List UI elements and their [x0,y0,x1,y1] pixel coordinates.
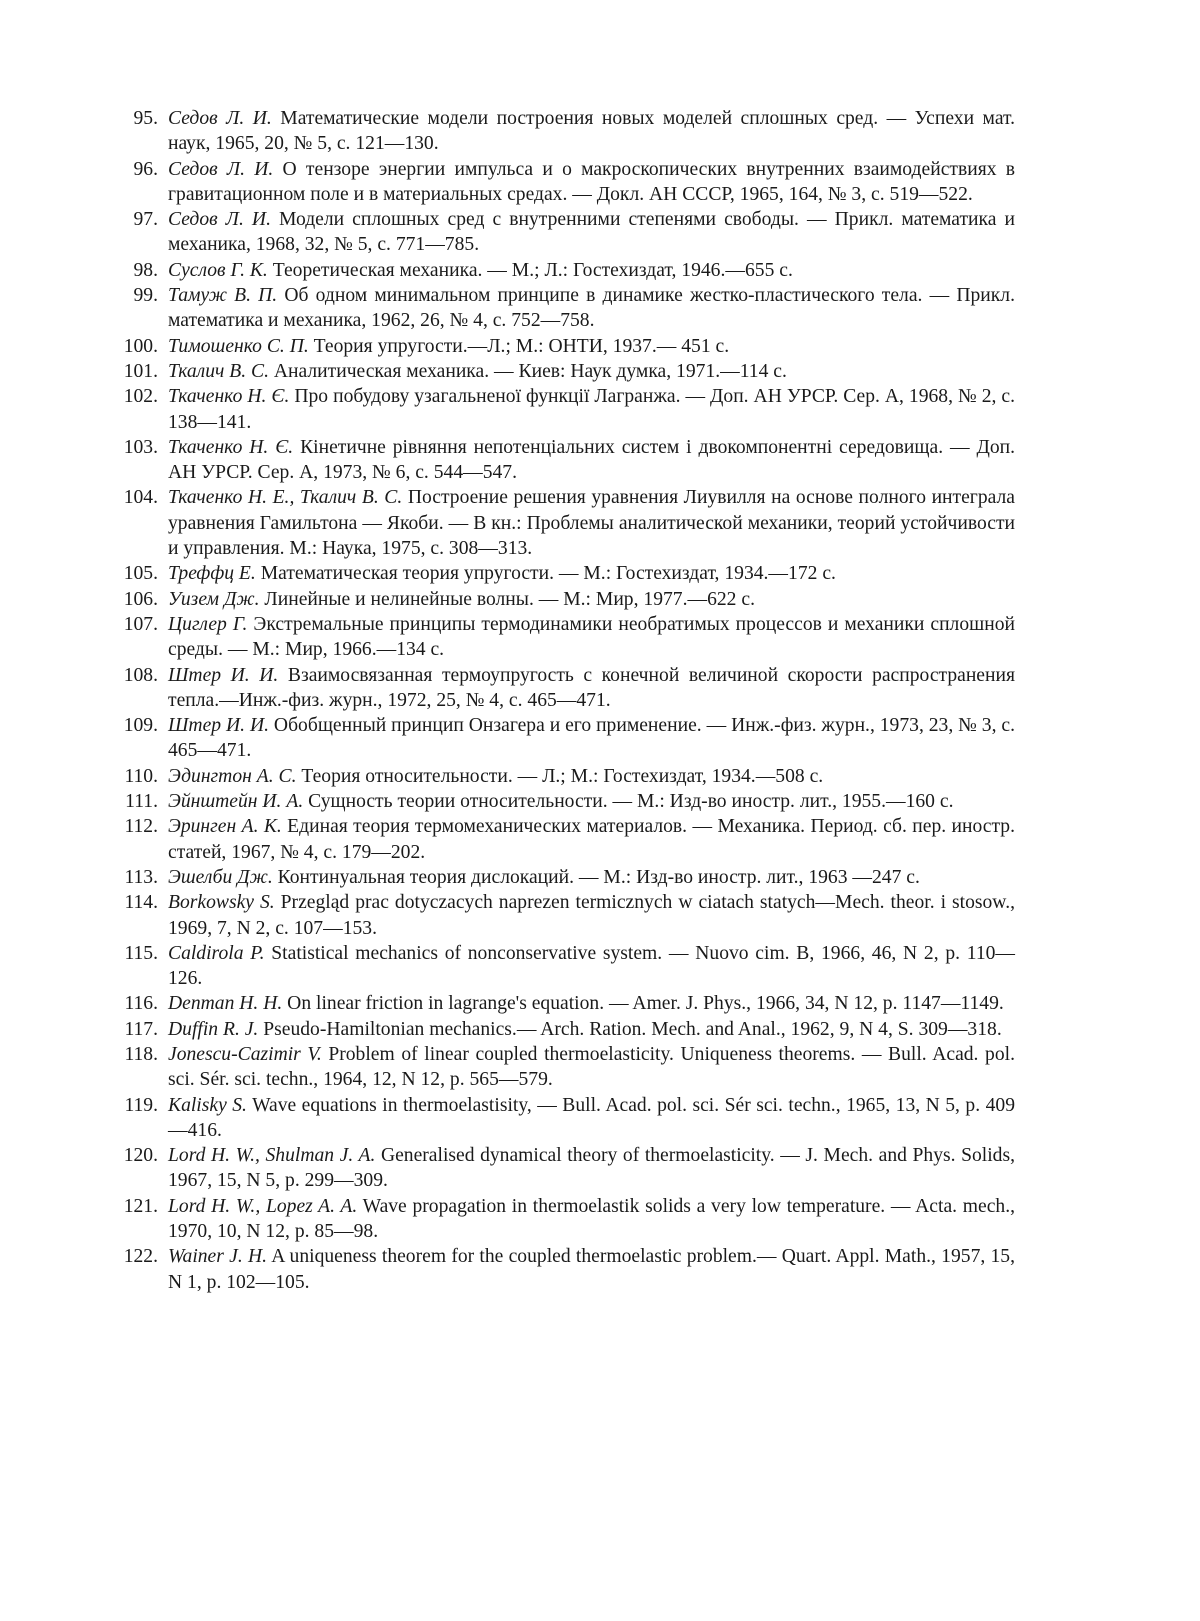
reference-number: 107. [123,613,158,635]
reference-author: Jonescu-Cazimir V. [168,1043,322,1065]
reference-text: Кінетичне рівняння непотенціальних систем і двокомпонентні середовища. — Доп. АН УРСР. Сер. А, 1973, № 6, с. 544—547. [168,436,1015,484]
reference-text: Взаимосвязанная термоупругость с конечной величиной скорости распространения тепла.—Инж.-физ. журн., 1972, 25, № 4, с. 465—471. [168,664,1015,711]
reference-text: Pseudo-Hamiltonian mechanics.— Arch. Ration. Mech. and Anal., 1962, 9, N 4, S. 309—318. [258,1018,1002,1040]
reference-entry [110,207,1015,258]
reference-author: Седов Л. И. [168,209,271,231]
reference-author: Lord H. W., Lopez A. A. [168,1195,358,1217]
reference-entry [110,1093,1015,1144]
reference-text: Теоретическая механика. — М.; Л.: Гостехиздат, 1946.—655 с. [267,259,793,281]
reference-author: Wainer J. H. [168,1246,268,1268]
reference-author: Lord H. W., Shulman J. A. [168,1145,376,1167]
reference-entry [110,814,1015,865]
reference-number: 122. [123,1246,158,1268]
reference-text: Wave equations in thermoelastisity, — Bull. Acad. pol. sci. Sér sci. techn., 1965, 13, N 5, p. 409—416. [168,1094,1015,1141]
reference-author: Суслов Г. К. [168,259,268,281]
reference-entry [110,384,1015,435]
reference-list [110,106,1015,1295]
reference-author: Седов Л. И. [168,108,272,129]
reference-text: Сущность теории относительности. — М.: Изд-во иностр. лит., 1955.—160 с. [303,791,954,813]
reference-text: Аналитическая механика. — Киев: Наук думка, 1971.—114 с. [268,360,787,382]
reference-text: Построение решения уравнения Лиувилля на основе полного интеграла уравнения Гамильтона — Якоби. — В кн.: Проблемы аналитической механики, теорий устойчивости и управления. М.: Наука, 1975, с. 308—313. [168,487,1015,560]
reference-text: Линейные и нелинейные волны. — М.: Мир, 1977.—622 с. [259,588,755,610]
reference-author: Штер И. И. [168,664,279,686]
reference-number: 104. [123,487,158,509]
reference-author: Ткаченко Н. Е., Ткалич В. С. [168,487,403,509]
reference-entry [110,1143,1015,1194]
reference-number: 106. [123,588,158,610]
reference-author: Borkowsky S. [168,892,275,914]
reference-entry [110,1017,1015,1042]
reference-author: Ткалич В. С. [168,360,269,382]
reference-entry [110,485,1015,561]
reference-entry [110,890,1015,941]
reference-author: Denman H. H. [168,993,283,1015]
reference-text: Об одном минимальном принципе в динамике жестко-пластического тела. — Прикл. математика и механика, 1962, 26, № 4, с. 752—758. [168,285,1015,332]
reference-author: Седов Л. И. [168,158,274,180]
reference-number: 112. [124,816,158,838]
reference-author: Ткаченко Н. Є. [168,386,290,408]
reference-author: Эринген А. К. [168,816,282,838]
reference-text: Przegląd prac dotyczacych naprezen termicznych w ciatach statych—Mech. theor. i stosow., 1969, 7, N 2, c. 107—153. [168,892,1015,939]
reference-author: Duffin R. J. [168,1018,259,1040]
reference-text: Экстремальные принципы термодинамики необратимых процессов и механики сплошной среды. — М.: Мир, 1966.—134 с. [168,613,1015,661]
reference-text: Единая теория термомеханических материалов. — Механика. Период. сб. пер. иностр. статей, 1967, № 4, с. 179—202. [168,816,1016,863]
reference-number: 102. [123,386,158,408]
reference-text: О тензоре энергии импульса и о макроскопических внутренних взаимодействиях в гравитационном поле и в материальных средах. — Докл. АН СССР, 1965, 164, № 3, с. 519—522. [168,158,1015,205]
reference-author: Ткаченко Н. Є. [168,436,294,458]
reference-entry [110,663,1015,714]
reference-text: Statistical mechanics of nonconservative system. — Nuovo cim. B, 1966, 46, N 2, p. 110—126. [168,942,1016,990]
reference-number: 111. [125,791,158,813]
reference-number: 119. [124,1094,158,1116]
reference-entry [110,334,1015,359]
reference-text: Математические модели построения новых моделей сплошных сред. — Успехи мат. наук, 1965, 20, № 5, с. 121—130. [168,108,1015,155]
reference-text: Про побудову узагальненої функції Лагранжа. — Доп. АН УРСР. Сер. А, 1968, № 2, с. 138—141. [168,386,1015,433]
reference-number: 118. [124,1043,158,1065]
reference-entry [110,1042,1015,1093]
reference-number: 120. [123,1145,158,1167]
reference-entry [110,612,1015,663]
reference-number: 108. [123,664,158,686]
reference-author: Kalisky S. [168,1094,247,1116]
reference-entry [110,991,1015,1016]
reference-number: 114. [124,892,158,914]
reference-number: 95. [133,108,158,129]
reference-number: 103. [123,436,158,458]
reference-number: 113. [124,866,158,888]
reference-entry [110,106,1015,157]
reference-text: Математическая теория упругости. — М.: Гостехиздат, 1934.—172 с. [255,563,836,585]
reference-number: 109. [123,715,158,737]
reference-text: A uniqueness theorem for the coupled thermoelastic problem.— Quart. Appl. Math., 1957, 15, N 1, p. 102—105. [168,1246,1016,1293]
reference-entry [110,1244,1015,1295]
reference-author: Циглер Г. [168,613,248,635]
reference-author: Эшелби Дж. [168,866,273,888]
reference-author: Штер И. И. [168,715,270,737]
reference-entry [110,789,1015,814]
reference-entry [110,258,1015,283]
reference-text: Generalised dynamical theory of thermoelasticity. — J. Mech. and Phys. Solids, 1967, 15, N 5, p. 299—309. [168,1145,1015,1192]
reference-entry [110,1194,1015,1245]
reference-entry [110,283,1015,334]
reference-entry [110,941,1015,992]
reference-number: 100. [123,335,158,357]
reference-author: Caldirola P. [168,942,265,964]
reference-number: 115. [124,942,158,964]
reference-text: Wave propagation in thermoelastik solids a very low temperature. — Acta. mech., 1970, 10, N 12, p. 85—98. [168,1195,1016,1243]
reference-number: 116. [124,993,158,1015]
reference-entry [110,713,1015,764]
reference-author: Эдингтон А. С. [168,765,297,787]
reference-entry [110,157,1015,208]
reference-author: Эйнштейн И. А. [168,791,304,813]
reference-entry [110,435,1015,486]
reference-text: Теория относительности. — Л.; М.: Гостехиздат, 1934.—508 с. [296,765,824,787]
reference-number: 99. [133,285,158,307]
reference-author: Треффц Е. [168,563,256,585]
reference-text: Континуальная теория дислокаций. — М.: Изд-во иностр. лит., 1963 —247 с. [272,866,920,888]
reference-text: Problem of linear coupled thermoelasticity. Uniqueness theorems. — Bull. Acad. pol. sci. Sér. sci. techn., 1964, 12, N 12, p. 565—579. [168,1043,1015,1091]
reference-number: 97. [133,209,158,231]
reference-number: 105. [123,563,158,585]
reference-author: Тимошенко С. П. [168,335,309,357]
reference-text: Теория упругости.—Л.; М.: ОНТИ, 1937.— 451 с. [308,335,730,357]
reference-text: On linear friction in lagrange's equation. — Amer. J. Phys., 1966, 34, N 12, p. 1147—1149. [282,993,1004,1015]
reference-number: 117. [124,1018,158,1040]
reference-entry [110,359,1015,384]
reference-author: Тамуж В. П. [168,285,278,307]
reference-author: Уизем Дж. [168,588,260,610]
reference-number: 98. [133,259,158,281]
reference-number: 101. [123,360,158,382]
reference-entry [110,764,1015,789]
reference-entry [110,587,1015,612]
reference-entry [110,561,1015,586]
reference-text: Модели сплошных сред с внутренними степенями свободы. — Прикл. математика и механика, 1968, 32, № 5, с. 771—785. [168,209,1016,256]
reference-number: 110. [124,765,158,787]
reference-number: 96. [133,158,158,180]
reference-text: Обобщенный принцип Онзагера и его применение. — Инж.-физ. журн., 1973, 23, № 3, с. 465—471. [168,715,1015,762]
reference-number: 121. [123,1195,158,1217]
reference-entry [110,865,1015,890]
